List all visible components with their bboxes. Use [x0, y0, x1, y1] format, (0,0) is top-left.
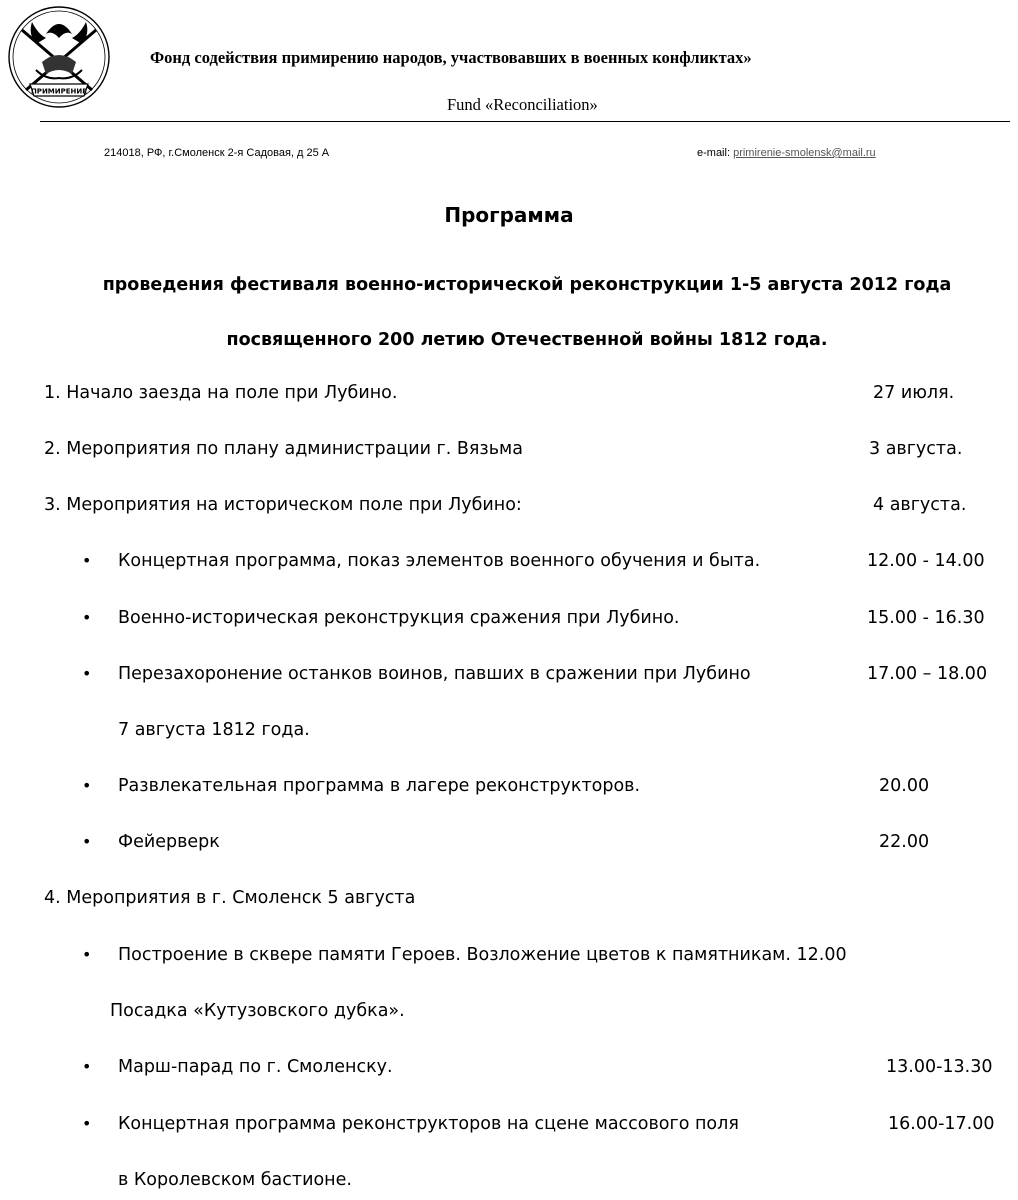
bullet: • [82, 776, 92, 795]
program-item-3: 3. Мероприятия на историческом поле при Лубино: [44, 495, 522, 515]
bullet: • [82, 1114, 92, 1133]
event-reburial-time: 17.00 – 18.00 [867, 664, 988, 684]
foundation-logo [6, 4, 112, 110]
event-reburial: Перезахоронение останков воинов, павших в сражении при Лубино [118, 664, 751, 684]
organization-name: Фонд содействия примирению народов, участвовавших в военных конфликтах» [150, 48, 752, 67]
event-entertainment-time: 20.00 [879, 776, 930, 796]
program-subtitle-2: посвященного 200 летию Отечественной войны 1812 года. [226, 330, 828, 350]
bullet: • [82, 945, 92, 964]
event-reenactors-concert-time: 16.00-17.00 [888, 1114, 995, 1134]
event-concert: Концертная программа, показ элементов военного обучения и быта. [118, 551, 761, 571]
program-item-2-date: 3 августа. [869, 439, 963, 459]
event-march-parade: Марш-парад по г. Смоленску. [118, 1057, 393, 1077]
fund-name: Fund «Reconciliation» [447, 95, 598, 114]
postal-address: 214018, РФ, г.Смоленск 2-я Садовая, д 25 А [104, 147, 330, 159]
program-item-1-date: 27 июля. [873, 383, 955, 403]
event-reburial-continuation: 7 августа 1812 года. [118, 720, 310, 740]
event-fireworks: Фейерверк [118, 832, 220, 852]
program-item-1: 1. Начало заезда на поле при Лубино. [44, 383, 398, 403]
bullet: • [82, 551, 92, 570]
bullet: • [82, 664, 92, 683]
program-subtitle-1: проведения фестиваля военно-исторической реконструкции 1-5 августа 2012 года [102, 275, 952, 295]
event-fireworks-time: 22.00 [879, 832, 930, 852]
email-link[interactable]: primirenie-smolensk@mail.ru [733, 147, 876, 159]
program-item-4: 4. Мероприятия в г. Смоленск 5 августа [44, 888, 416, 908]
header-divider [40, 121, 1010, 122]
program-title: Программа [444, 203, 574, 227]
event-concert-time: 12.00 - 14.00 [867, 551, 985, 571]
event-reenactors-concert: Концертная программа реконструкторов на сцене массового поля [118, 1114, 739, 1134]
program-item-3-date: 4 августа. [873, 495, 967, 515]
event-reconstruction: Военно-историческая реконструкция сражения при Лубино. [118, 608, 680, 628]
event-reconstruction-time: 15.00 - 16.30 [867, 608, 985, 628]
logo-text: ПРИМИРЕНИЕ [30, 87, 88, 96]
bullet: • [82, 608, 92, 627]
bullet: • [82, 1057, 92, 1076]
event-heroes-square-continuation: Посадка «Кутузовского дубка». [110, 1001, 405, 1021]
event-heroes-square: Построение в сквере памяти Героев. Возложение цветов к памятникам. 12.00 [118, 945, 847, 965]
bullet: • [82, 832, 92, 851]
email-line [697, 147, 876, 159]
event-entertainment: Развлекательная программа в лагере реконструкторов. [118, 776, 641, 796]
event-march-parade-time: 13.00-13.30 [886, 1057, 993, 1077]
program-item-2: 2. Мероприятия по плану администрации г. Вязьма [44, 439, 523, 459]
email-label: e-mail: [697, 147, 731, 159]
event-reenactors-concert-continuation: в Королевском бастионе. [118, 1170, 352, 1190]
